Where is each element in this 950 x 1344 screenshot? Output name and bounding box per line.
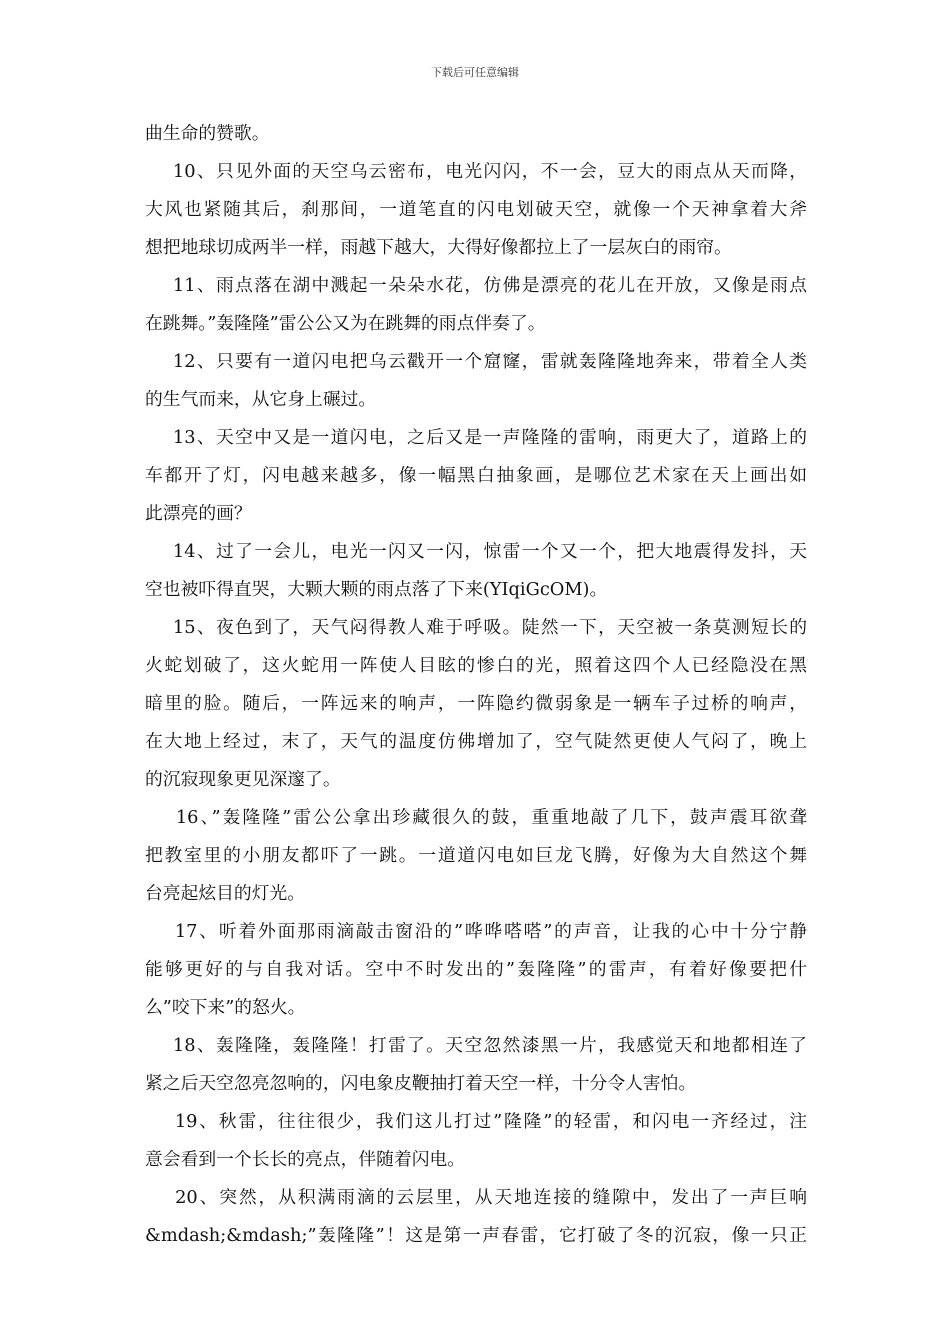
text-line: 紧之后天空忽亮忽响的，闪电象皮鞭抽打着天空一样，十分令人害怕。 — [145, 1073, 697, 1094]
text-line: 想把地球切成两半一样，雨越下越大，大得好像都拉上了一层灰白的雨帘。 — [145, 237, 732, 258]
text-line: 在大地上经过，末了，天气的温度仿佛增加了，空气陡然更使人气闷了，晚上 — [145, 731, 807, 752]
text-line: 11、雨点落在湖中溅起一朵朵水花，仿佛是漂亮的花儿在开放，又像是雨点 — [145, 275, 807, 296]
text-line: 的生气而来，从它身上碾过。 — [145, 389, 377, 410]
text-line: &mdash;&mdash;”轰隆隆”！这是第一声春雷，它打破了冬的沉寂，像一只正 — [145, 1225, 807, 1246]
text-line: 18、轰隆隆，轰隆隆！打雷了。天空忽然漆黑一片，我感觉天和地都相连了 — [145, 1035, 807, 1056]
text-line: 暗里的脸。随后，一阵远来的响声，一阵隐约微弱象是一辆车子过桥的响声， — [145, 693, 807, 714]
text-line: 10、只见外面的天空乌云密布，电光闪闪，不一会，豆大的雨点从天而降， — [145, 161, 807, 182]
text-line: 在跳舞。”轰隆隆”雷公公又为在跳舞的雨点伴奏了。 — [145, 313, 546, 334]
text-line: 曲生命的赞歌。 — [145, 123, 270, 144]
text-line: 15、夜色到了，天气闷得教人难于呼吸。陡然一下，天空被一条莫测短长的 — [145, 617, 807, 638]
text-line: 么”咬下来”的怒火。 — [145, 997, 306, 1018]
text-line: 的沉寂现象更见深邃了。 — [145, 769, 341, 790]
text-line: 大风也紧随其后，刹那间，一道笔直的闪电划破天空，就像一个天神拿着大斧 — [145, 199, 807, 220]
page-header: 下载后可任意编辑 — [431, 66, 519, 79]
text-line: 此漂亮的画？ — [145, 503, 252, 524]
text-line: 12、只要有一道闪电把乌云戳开一个窟窿，雷就轰隆隆地奔来，带着全人类 — [145, 351, 807, 372]
text-line: 能够更好的与自我对话。空中不时发出的”轰隆隆”的雷声，有着好像要把什 — [145, 959, 807, 980]
text-line: 14、过了一会儿，电光一闪又一闪，惊雷一个又一个，把大地震得发抖，天 — [145, 541, 807, 562]
text-line: 17、听着外面那雨滴敲击窗沿的”哗哗嗒嗒”的声音，让我的心中十分宁静 — [145, 921, 807, 942]
text-line: 意会看到一个长长的亮点，伴随着闪电。 — [145, 1149, 466, 1170]
text-line: 19、秋雷，往往很少，我们这儿打过”隆隆”的轻雷，和闪电一齐经过，注 — [145, 1111, 807, 1132]
text-line: 台亮起炫目的灯光。 — [145, 883, 306, 904]
text-line: 把教室里的小朋友都吓了一跳。一道道闪电如巨龙飞腾，好像为大自然这个舞 — [145, 845, 807, 866]
text-line: 16、”轰隆隆”雷公公拿出珍藏很久的鼓，重重地敲了几下，鼓声震耳欲聋 — [145, 807, 807, 828]
text-line: 13、天空中又是一道闪电，之后又是一声隆隆的雷响，雨更大了，道路上的 — [145, 427, 807, 448]
text-line: 空也被吓得直哭，大颗大颗的雨点落了下来(YIqiGcOM)。 — [145, 579, 608, 600]
text-line: 车都开了灯，闪电越来越多，像一幅黑白抽象画，是哪位艺术家在天上画出如 — [145, 465, 807, 486]
document-body — [145, 115, 807, 1255]
text-line: 火蛇划破了，这火蛇用一阵使人目眩的惨白的光，照着这四个人已经隐没在黑 — [145, 655, 807, 676]
text-line: 20、突然，从积满雨滴的云层里，从天地连接的缝隙中，发出了一声巨响 — [145, 1187, 807, 1208]
